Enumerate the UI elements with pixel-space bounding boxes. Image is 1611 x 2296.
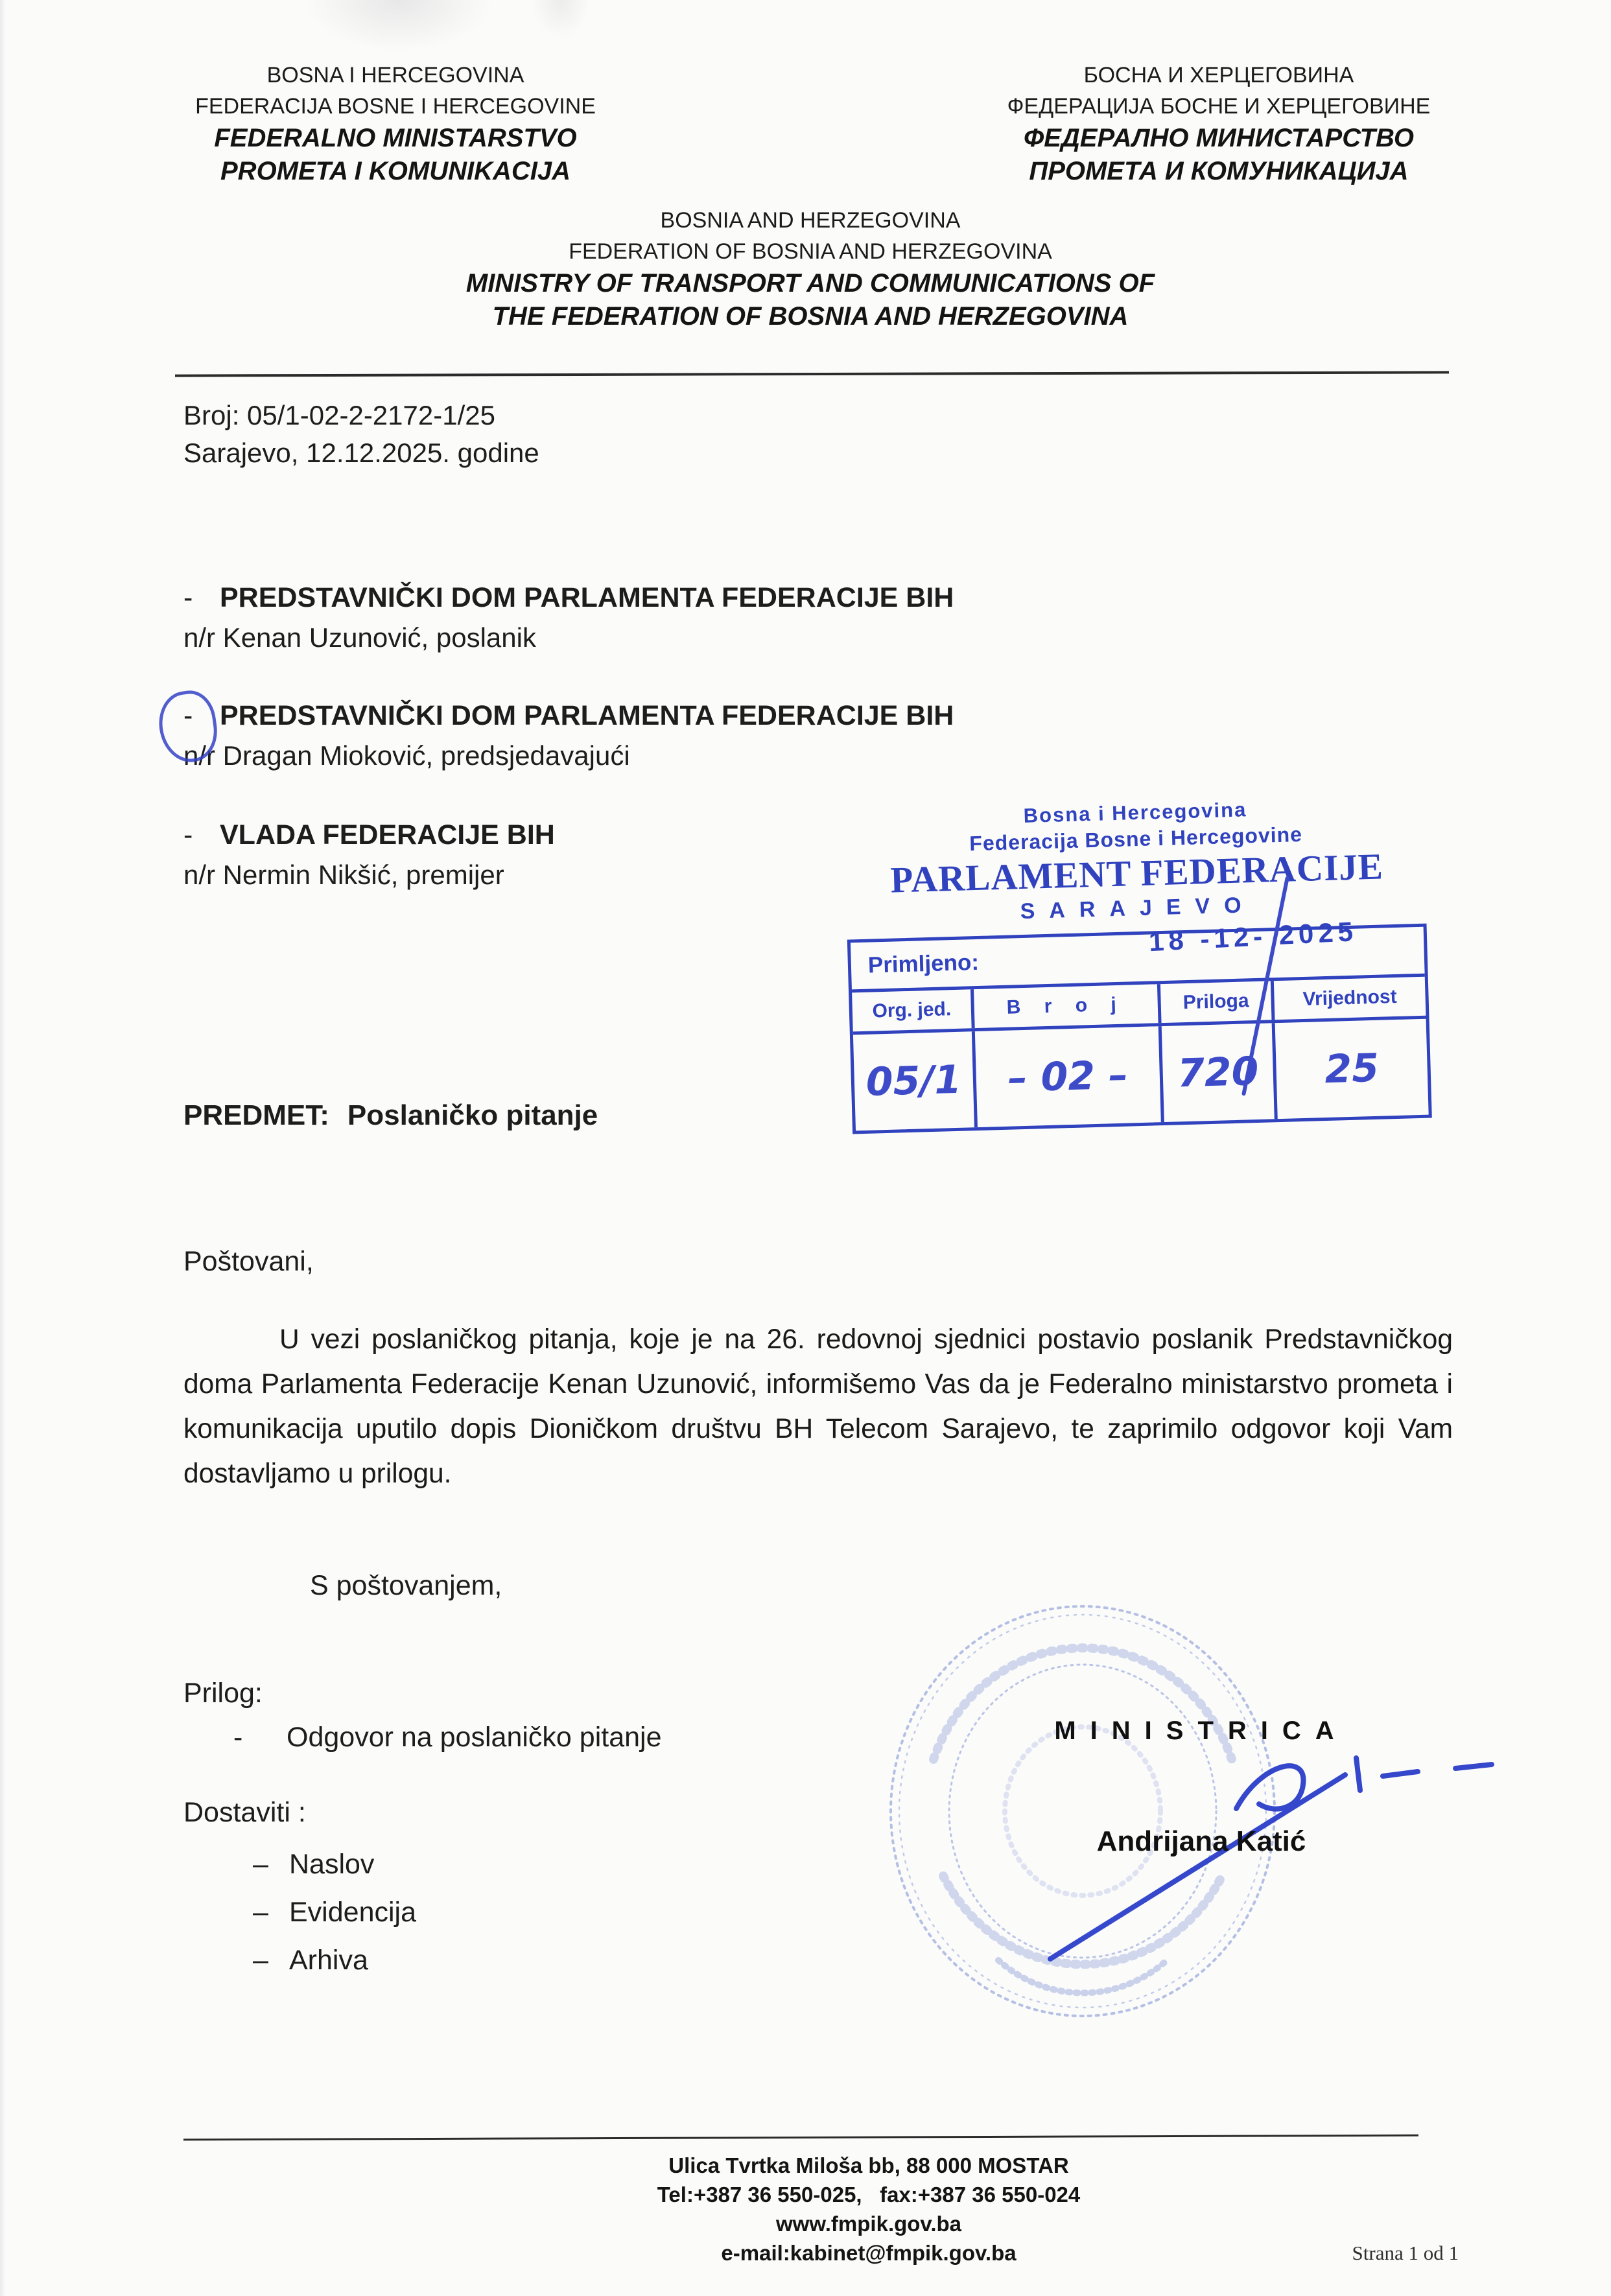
subject-line [183,1099,598,1132]
stamp-col-priloga: Priloga [1160,981,1275,1023]
scan-smudge [532,0,590,39]
stamp-value-vrijednost: 25 [1324,1045,1380,1093]
recipient-block-2 [183,699,1286,773]
letterhead-left-ministry-1: FEDERALNO MINISTARSTVO [214,124,577,152]
recipient-attention: n/r Kenan Uzunović, poslanik [183,622,536,653]
stamp-col-org-jed: Org. jed. [852,989,975,1031]
stamp-institution: PARLAMENT FEDERACIJE [889,846,1384,901]
stamp-federation: Federacija Bosne i Hercegovine [969,822,1303,856]
stamp-table-values [853,1019,1429,1131]
letterhead-right-federation: ФЕДЕРАЦИЈА БОСНЕ И ХЕРЦЕГОВИНЕ [1007,94,1431,119]
letterhead-center-ministry-2: THE FEDERATION OF BOSNIA AND HERZEGOVINA [492,302,1129,331]
distribution-item-text: Naslov [289,1849,375,1880]
list-dash: - [183,582,193,613]
subject-text: Poslaničko pitanje [347,1099,598,1131]
recipient-attention: n/r Nermin Nikšić, premijer [183,860,504,890]
attachment-item [233,1722,661,1753]
letterhead-left-federation: FEDERACIJA BOSNE I HERCEGOVINE [195,94,596,119]
subject-label: PREDMET: [183,1099,329,1131]
footer-email: e-mail:kabinet@fmpik.gov.ba [721,2241,1017,2265]
stamp-col-vrijednost: Vrijednost [1302,985,1398,1010]
recipient-attention: n/r Dragan Mioković, predsjedavajući [183,740,630,771]
footer-phone-fax: Tel:+387 36 550-025, fax:+387 36 550-024 [657,2183,1081,2207]
list-dash: – [253,1945,268,1976]
list-dash: – [253,1849,268,1880]
attachment-item-text: Odgovor na poslaničko pitanje [287,1722,662,1753]
stamp-col-broj: B r o j [974,984,1162,1028]
letterhead-center-federation: FEDERATION OF BOSNIA AND HERZEGOVINA [569,239,1052,264]
stamp-value-broj: – 02 – [975,1026,1164,1127]
letterhead-left-country: BOSNA I HERCEGOVINA [266,63,524,88]
recipient-name: PREDSTAVNIČKI DOM PARLAMENTA FEDERACIJE BIH [220,582,954,613]
recipient-title-row [183,581,1286,615]
scan-edge-shadow [0,0,6,2296]
letterhead-right-ministry-2: ПРОМЕТА И КОМУНИКАЦИЈА [1029,157,1409,185]
stamp-received-label: Primljeno: [867,949,980,978]
stamp-city: SARAJEVO [1020,892,1256,924]
stamp-value-org-jed: 05/1 [853,1031,978,1130]
distribution-item-text: Arhiva [289,1945,368,1976]
stamp-country: Bosna i Hercegovina [1023,798,1247,827]
letterhead-right-ministry-1: ФЕДЕРАЛНО МИНИСТАРСТВО [1024,124,1414,152]
distribution-item-text: Evidencija [289,1897,416,1928]
signatory-title: MINISTRICA [1054,1716,1348,1745]
letterhead-center-country: BOSNIA AND HERZEGOVINA [660,208,961,233]
distribution-item [253,1945,368,1976]
distribution-item [253,1849,374,1880]
scan-smudge [305,0,493,52]
letterhead-right [959,60,1478,188]
distribution-label: Dostaviti : [183,1797,306,1828]
list-dash: - [233,1722,243,1753]
footer [363,2151,1374,2267]
attachment-label: Prilog: [183,1678,263,1709]
stamp-value-priloga: 720 [1162,1023,1278,1122]
list-dash: - [183,700,193,731]
salutation: Poštovani, [183,1246,314,1277]
footer-divider-line [183,2135,1418,2141]
header-divider-line [175,371,1449,377]
body-paragraph: U vezi poslaničkog pitanja, koje je na 26. redovnoj sjednici postavio poslanik Predstavničkog doma Parlamenta Federacije Kenan Uzunović, informišemo Vas da je Federalno ministarstvo prometa i komunikacija uputilo dopis Dioničkom društvu BH Telecom Sarajevo, te zaprimilo odgovor koji Vam dostavljamo u prilogu. [183,1324,1453,1489]
letterhead-center-ministry-1: MINISTRY OF TRANSPORT AND COMMUNICATIONS OF [465,269,1155,298]
receipt-stamp [838,793,1440,1134]
letterhead-left [188,60,603,188]
footer-website: www.fmpik.gov.ba [775,2212,962,2236]
stamp-received-date: 18 -12- 2025 [1147,915,1359,957]
list-dash: – [253,1897,268,1928]
closing-phrase: S poštovanjem, [310,1570,502,1601]
page-number: Strana 1 od 1 [1352,2242,1459,2264]
stamp-receipt-box [847,915,1432,1134]
reference-number: Broj: 05/1-02-2-2172-1/25 [183,400,495,430]
recipient-title-row [183,699,1286,732]
signatory-name: Andrijana Katić [1096,1825,1306,1857]
letterhead-left-ministry-2: PROMETA I KOMUNIKACIJA [220,157,570,185]
letterhead-right-country: БОСНА И ХЕРЦЕГОВИНА [1083,63,1354,88]
list-dash: - [183,819,193,850]
distribution-item [253,1897,416,1928]
recipient-name: PREDSTAVNIČKI DOM PARLAMENTA FEDERACIJE BIH [220,700,954,731]
footer-address: Ulica Tvrtka Miloša bb, 88 000 MOSTAR [668,2153,1069,2177]
recipient-block-1 [183,581,1286,655]
letterhead-center [408,205,1212,333]
recipient-name: VLADA FEDERACIJE BIH [220,819,555,850]
place-and-date: Sarajevo, 12.12.2025. godine [183,438,539,468]
